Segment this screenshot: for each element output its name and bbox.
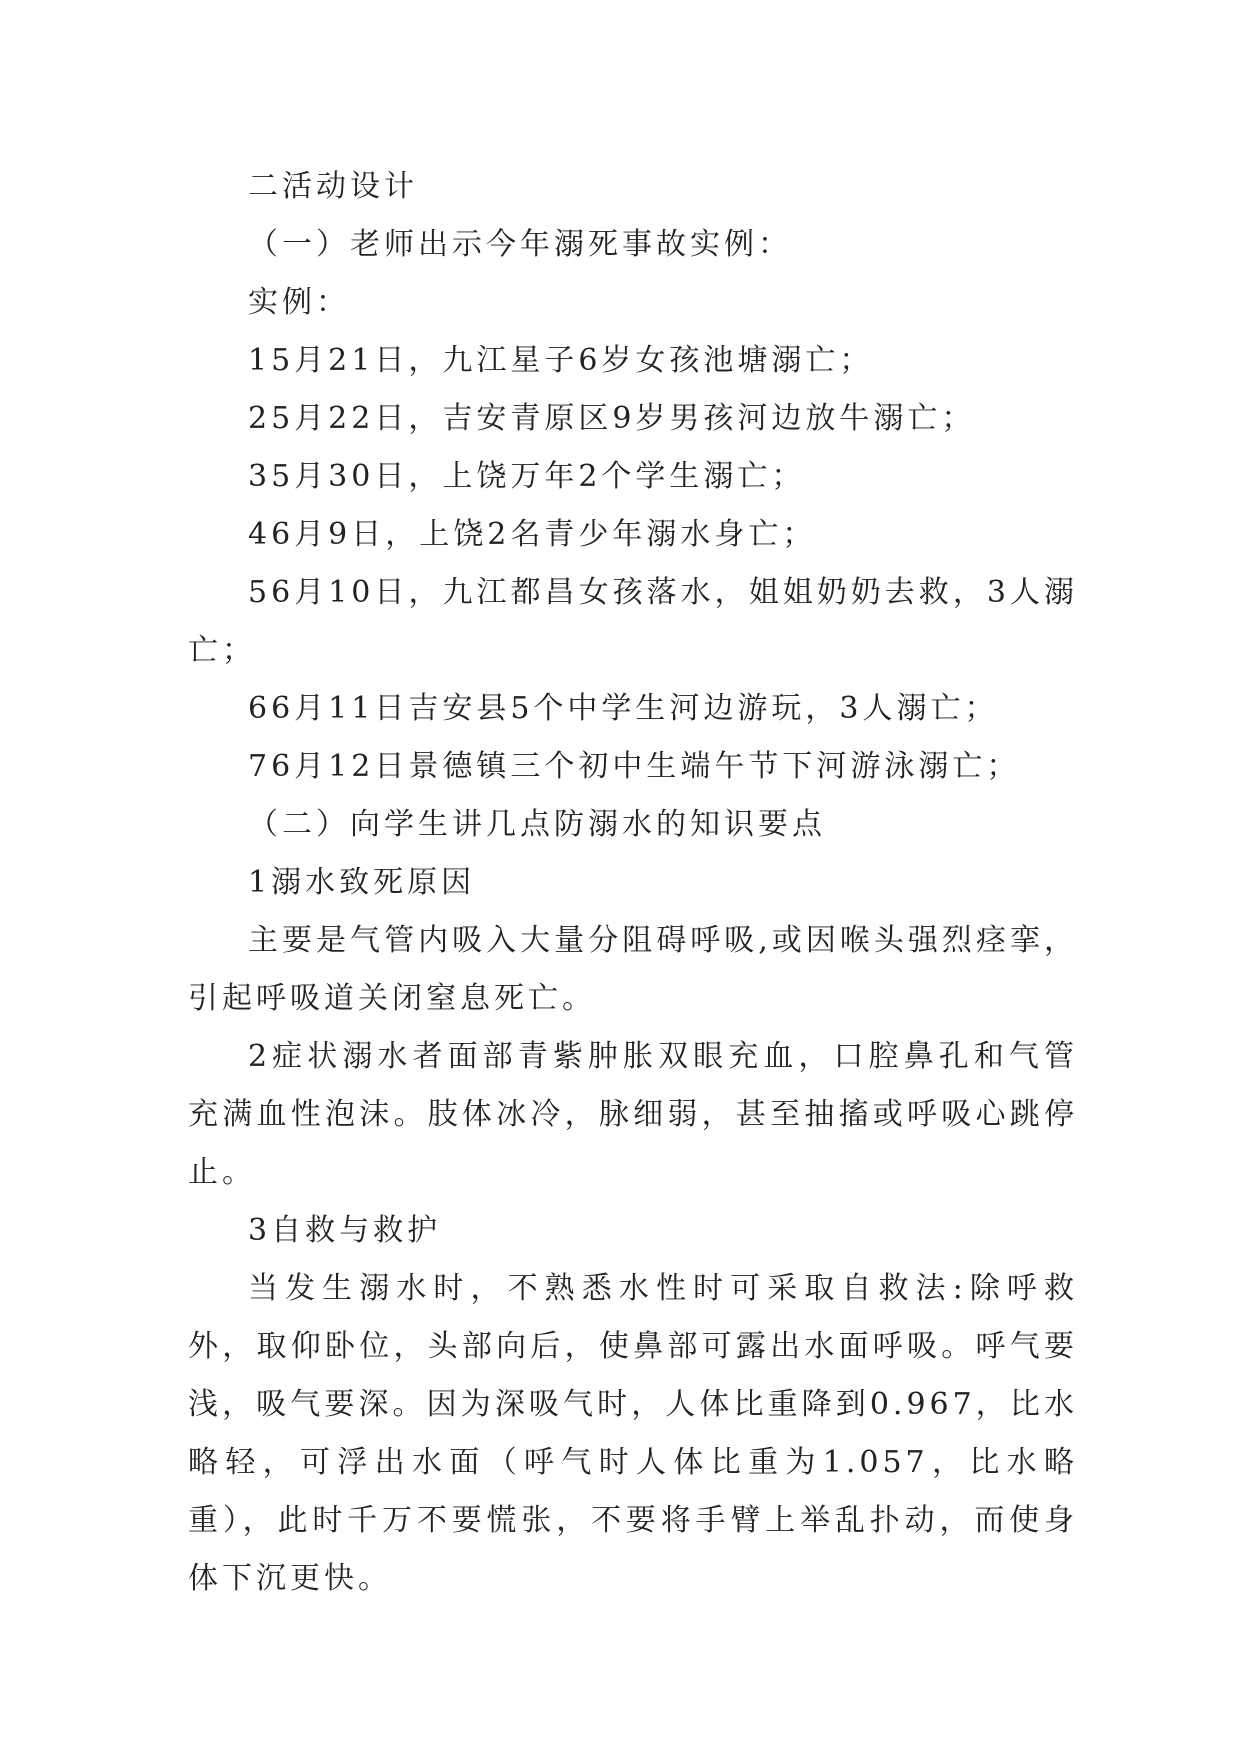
section-heading-activity-design: 二活动设计 [248, 169, 418, 204]
case-item-1: 15月21日，九江星子6岁女孩池塘溺亡； [248, 343, 874, 378]
document-body [188, 158, 1078, 1608]
paragraph-cause-of-death: 主要是气管内吸入大量分阻碍呼吸,或因喉头强烈痉挛，引起呼吸道关闭窒息死亡。 [188, 923, 1078, 1016]
subsection-heading-knowledge-points: （二）向学生讲几点防溺水的知识要点 [248, 807, 826, 842]
paragraph-symptoms: 2症状溺水者面部青紫肿胀双眼充血，口腔鼻孔和气管充满血性泡沫。肢体冰冷，脉细弱，甚至抽搐或呼吸心跳停止。 [188, 1039, 1078, 1190]
case-item-5: 56月10日，九江都昌女孩落水，姐姐奶奶去救，3人溺亡； [188, 575, 1078, 668]
case-item-4: 46月9日，上饶2名青少年溺水身亡； [248, 517, 817, 552]
case-item-7: 76月12日景德镇三个初中生端午节下河游泳溺亡； [248, 749, 1021, 784]
case-item-6: 66月11日吉安县5个中学生河边游玩，3人溺亡； [248, 691, 999, 726]
cases-label: 实例： [248, 285, 350, 320]
case-item-3: 35月30日，上饶万年2个学生溺亡； [248, 459, 806, 494]
point-heading-self-rescue: 3自救与救护 [248, 1213, 442, 1248]
paragraph-self-rescue: 当发生溺水时，不熟悉水性时可采取自救法:除呼救外，取仰卧位，头部向后，使鼻部可露出水面呼吸。呼气要浅，吸气要深。因为深吸气时，人体比重降到0.967，比水略轻，可浮出水面（呼气时人体比重为1.057，比水略重），此时千万不要慌张，不要将手臂上举乱扑动，而使身体下沉更快。 [188, 1271, 1078, 1596]
subsection-heading-accident-cases: （一）老师出示今年溺死事故实例： [248, 227, 792, 262]
case-item-2: 25月22日，吉安青原区9岁男孩河边放牛溺亡； [248, 401, 976, 436]
point-heading-cause-of-death: 1溺水致死原因 [248, 865, 476, 900]
